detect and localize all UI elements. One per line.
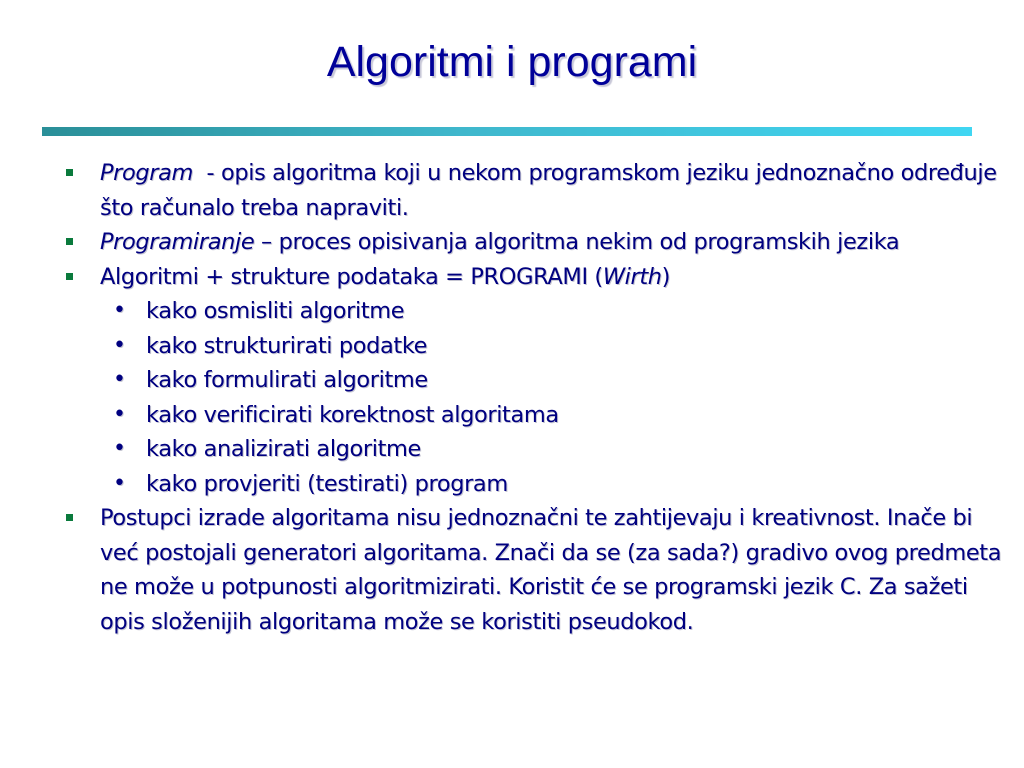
square-bullet-icon: [66, 238, 73, 245]
round-bullet-icon: •: [113, 436, 126, 461]
slide-body: [60, 156, 1010, 639]
bullet-program: [60, 156, 1010, 225]
sub-bullet-text: kako formulirati algoritme: [146, 367, 428, 393]
term-program: Program: [100, 160, 194, 186]
bullet-wirth: [60, 260, 1010, 295]
slide-title: Algoritmi i programi: [326, 38, 698, 86]
bullet-text: - opis algoritma koji u nekom programskom jeziku jednoznačno određuje što računalo treba napraviti.: [100, 160, 1004, 221]
sub-bullet: [60, 398, 1010, 433]
square-bullet-icon: [66, 169, 73, 176]
sub-bullet: [60, 329, 1010, 364]
sub-bullet-text: kako verificirati korektnost algoritama: [146, 401, 559, 428]
sub-bullet: [60, 363, 1010, 398]
square-bullet-icon: [66, 273, 73, 280]
round-bullet-icon: •: [113, 401, 126, 427]
bullet-programiranje: [60, 225, 1010, 260]
sub-bullet: [60, 432, 1010, 467]
sub-bullet: [60, 294, 1010, 329]
round-bullet-icon: •: [113, 367, 126, 392]
bullet-text-end: ): [661, 263, 671, 290]
sub-bullet: [60, 467, 1010, 502]
square-bullet-icon: [66, 514, 73, 521]
sub-bullet-text: kako analizirati algoritme: [146, 436, 422, 462]
bullet-text: Postupci izrade algoritama nisu jednoznačni te zahtijevaju i kreativnost. Inače bi već postojali generatori algoritama. Znači da se (za sada?) gradivo ovog predmeta ne može u potpunosti algoritmizirati. Koristit će se programski jezik C. Za sažeti opis složenijih algoritama može se koristiti pseudokod.: [100, 505, 1002, 635]
round-bullet-icon: •: [113, 298, 126, 323]
bullet-text: – proces opisivanja algoritma nekim od programskih jezika: [254, 229, 900, 255]
sub-bullet-text: kako osmisliti algoritme: [146, 298, 405, 324]
bullet-text: Algoritmi + strukture podataka = PROGRAMI (: [100, 263, 603, 290]
bullet-postupci: [60, 501, 1010, 639]
term-programiranje: Programiranje: [100, 229, 255, 255]
round-bullet-icon: •: [113, 332, 126, 358]
title-divider: [42, 127, 972, 136]
round-bullet-icon: •: [113, 470, 126, 496]
sub-bullet-text: kako strukturirati podatke: [146, 332, 428, 359]
sub-bullet-text: kako provjeriti (testirati) program: [146, 470, 508, 497]
term-wirth: Wirth: [602, 263, 662, 290]
